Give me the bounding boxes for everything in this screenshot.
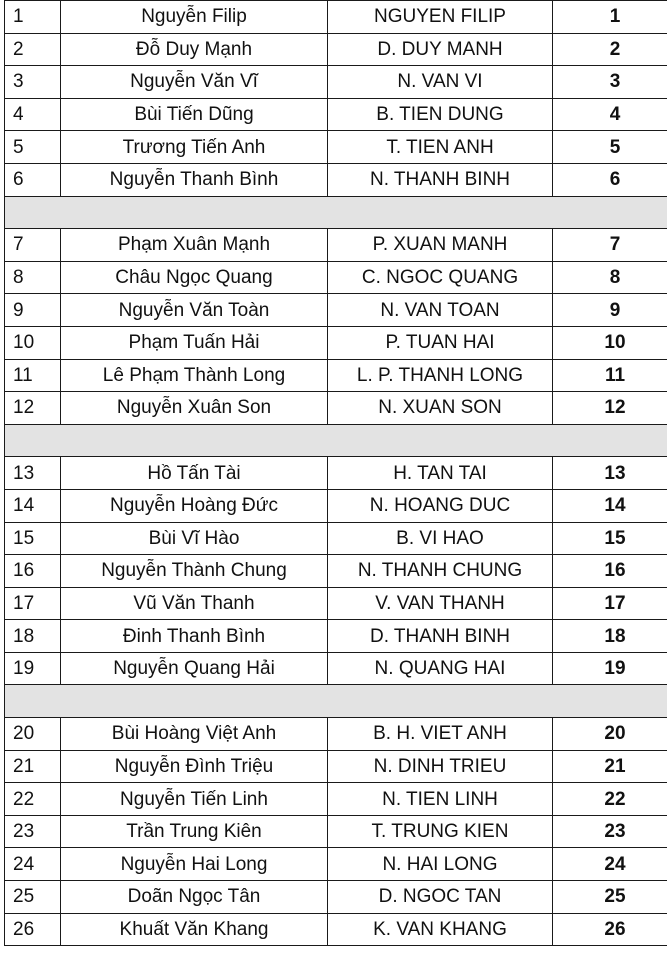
jersey-name-cell: P. XUAN MANH xyxy=(328,229,553,262)
player-name-cell: Nguyễn Tiến Linh xyxy=(61,783,328,816)
player-name-cell: Phạm Tuấn Hải xyxy=(61,326,328,359)
player-name-cell: Nguyễn Hoàng Đức xyxy=(61,489,328,522)
jersey-name-cell: N. HAI LONG xyxy=(328,848,553,881)
group-separator-row xyxy=(5,424,667,457)
jersey-number-cell: 6 xyxy=(553,163,667,196)
table-row xyxy=(5,913,667,946)
table-row xyxy=(5,294,667,327)
player-index-cell: 23 xyxy=(5,815,61,848)
jersey-number-cell: 26 xyxy=(553,913,667,946)
player-name-cell: Nguyễn Văn Vĩ xyxy=(61,66,328,99)
jersey-name-cell: N. XUAN SON xyxy=(328,392,553,425)
jersey-number-cell: 3 xyxy=(553,66,667,99)
jersey-name-cell: N. QUANG HAI xyxy=(328,652,553,685)
table-row xyxy=(5,1,667,34)
table-row xyxy=(5,229,667,262)
table-row xyxy=(5,326,667,359)
table-row xyxy=(5,131,667,164)
table-row xyxy=(5,359,667,392)
player-index-cell: 12 xyxy=(5,392,61,425)
table-row xyxy=(5,457,667,490)
player-name-cell: Vũ Văn Thanh xyxy=(61,587,328,620)
jersey-number-cell: 4 xyxy=(553,98,667,131)
player-name-cell: Nguyễn Xuân Son xyxy=(61,392,328,425)
player-index-cell: 26 xyxy=(5,913,61,946)
player-name-cell: Nguyễn Văn Toàn xyxy=(61,294,328,327)
table-row xyxy=(5,33,667,66)
player-index-cell: 8 xyxy=(5,261,61,294)
player-name-cell: Khuất Văn Khang xyxy=(61,913,328,946)
table-row xyxy=(5,783,667,816)
table-row xyxy=(5,522,667,555)
jersey-number-cell: 20 xyxy=(553,718,667,751)
jersey-number-cell: 2 xyxy=(553,33,667,66)
player-index-cell: 1 xyxy=(5,1,61,34)
jersey-name-cell: C. NGOC QUANG xyxy=(328,261,553,294)
player-name-cell: Nguyễn Hai Long xyxy=(61,848,328,881)
player-name-cell: Nguyễn Thành Chung xyxy=(61,555,328,588)
jersey-number-cell: 5 xyxy=(553,131,667,164)
player-name-cell: Nguyễn Thanh Bình xyxy=(61,163,328,196)
player-index-cell: 9 xyxy=(5,294,61,327)
jersey-number-cell: 18 xyxy=(553,620,667,653)
jersey-name-cell: N. VAN VI xyxy=(328,66,553,99)
group-separator-cell xyxy=(5,424,667,457)
jersey-number-cell: 12 xyxy=(553,392,667,425)
player-index-cell: 22 xyxy=(5,783,61,816)
roster-table xyxy=(4,0,667,946)
jersey-name-cell: N. THANH BINH xyxy=(328,163,553,196)
table-row xyxy=(5,392,667,425)
player-index-cell: 13 xyxy=(5,457,61,490)
player-index-cell: 3 xyxy=(5,66,61,99)
player-index-cell: 15 xyxy=(5,522,61,555)
jersey-number-cell: 10 xyxy=(553,326,667,359)
jersey-number-cell: 1 xyxy=(553,1,667,34)
player-name-cell: Lê Phạm Thành Long xyxy=(61,359,328,392)
player-index-cell: 21 xyxy=(5,750,61,783)
jersey-number-cell: 15 xyxy=(553,522,667,555)
jersey-number-cell: 16 xyxy=(553,555,667,588)
jersey-number-cell: 19 xyxy=(553,652,667,685)
table-row xyxy=(5,555,667,588)
group-separator-row xyxy=(5,196,667,229)
player-index-cell: 24 xyxy=(5,848,61,881)
jersey-number-cell: 13 xyxy=(553,457,667,490)
table-row xyxy=(5,718,667,751)
jersey-name-cell: H. TAN TAI xyxy=(328,457,553,490)
jersey-name-cell: D. THANH BINH xyxy=(328,620,553,653)
table-row xyxy=(5,652,667,685)
jersey-number-cell: 23 xyxy=(553,815,667,848)
group-separator-row xyxy=(5,685,667,718)
player-name-cell: Bùi Tiến Dũng xyxy=(61,98,328,131)
player-name-cell: Trương Tiến Anh xyxy=(61,131,328,164)
jersey-number-cell: 22 xyxy=(553,783,667,816)
player-index-cell: 25 xyxy=(5,881,61,914)
jersey-name-cell: N. DINH TRIEU xyxy=(328,750,553,783)
table-row xyxy=(5,848,667,881)
jersey-number-cell: 24 xyxy=(553,848,667,881)
jersey-name-cell: N. THANH CHUNG xyxy=(328,555,553,588)
table-row xyxy=(5,66,667,99)
jersey-number-cell: 11 xyxy=(553,359,667,392)
player-index-cell: 6 xyxy=(5,163,61,196)
player-name-cell: Đinh Thanh Bình xyxy=(61,620,328,653)
table-row xyxy=(5,750,667,783)
player-index-cell: 10 xyxy=(5,326,61,359)
jersey-name-cell: T. TRUNG KIEN xyxy=(328,815,553,848)
player-name-cell: Nguyễn Filip xyxy=(61,1,328,34)
jersey-name-cell: P. TUAN HAI xyxy=(328,326,553,359)
player-name-cell: Nguyễn Quang Hải xyxy=(61,652,328,685)
player-name-cell: Hồ Tấn Tài xyxy=(61,457,328,490)
jersey-name-cell: B. TIEN DUNG xyxy=(328,98,553,131)
jersey-name-cell: N. HOANG DUC xyxy=(328,489,553,522)
player-index-cell: 19 xyxy=(5,652,61,685)
jersey-name-cell: K. VAN KHANG xyxy=(328,913,553,946)
player-index-cell: 17 xyxy=(5,587,61,620)
player-index-cell: 7 xyxy=(5,229,61,262)
player-index-cell: 14 xyxy=(5,489,61,522)
jersey-name-cell: V. VAN THANH xyxy=(328,587,553,620)
table-row xyxy=(5,881,667,914)
player-index-cell: 20 xyxy=(5,718,61,751)
player-index-cell: 18 xyxy=(5,620,61,653)
jersey-number-cell: 8 xyxy=(553,261,667,294)
group-separator-cell xyxy=(5,685,667,718)
player-index-cell: 2 xyxy=(5,33,61,66)
player-index-cell: 16 xyxy=(5,555,61,588)
table-row xyxy=(5,620,667,653)
player-index-cell: 5 xyxy=(5,131,61,164)
player-index-cell: 11 xyxy=(5,359,61,392)
jersey-name-cell: T. TIEN ANH xyxy=(328,131,553,164)
jersey-name-cell: B. H. VIET ANH xyxy=(328,718,553,751)
jersey-number-cell: 7 xyxy=(553,229,667,262)
player-index-cell: 4 xyxy=(5,98,61,131)
player-name-cell: Châu Ngọc Quang xyxy=(61,261,328,294)
table-row xyxy=(5,587,667,620)
jersey-name-cell: NGUYEN FILIP xyxy=(328,1,553,34)
table-row xyxy=(5,489,667,522)
jersey-number-cell: 14 xyxy=(553,489,667,522)
jersey-number-cell: 9 xyxy=(553,294,667,327)
jersey-number-cell: 17 xyxy=(553,587,667,620)
jersey-name-cell: N. VAN TOAN xyxy=(328,294,553,327)
jersey-number-cell: 21 xyxy=(553,750,667,783)
jersey-name-cell: L. P. THANH LONG xyxy=(328,359,553,392)
jersey-number-cell: 25 xyxy=(553,881,667,914)
player-name-cell: Bùi Vĩ Hào xyxy=(61,522,328,555)
jersey-name-cell: D. NGOC TAN xyxy=(328,881,553,914)
player-name-cell: Bùi Hoàng Việt Anh xyxy=(61,718,328,751)
player-name-cell: Nguyễn Đình Triệu xyxy=(61,750,328,783)
table-row xyxy=(5,163,667,196)
jersey-name-cell: B. VI HAO xyxy=(328,522,553,555)
table-row xyxy=(5,98,667,131)
table-row xyxy=(5,261,667,294)
jersey-name-cell: D. DUY MANH xyxy=(328,33,553,66)
roster-body xyxy=(5,1,667,946)
player-name-cell: Đỗ Duy Mạnh xyxy=(61,33,328,66)
player-name-cell: Trần Trung Kiên xyxy=(61,815,328,848)
table-row xyxy=(5,815,667,848)
player-name-cell: Doãn Ngọc Tân xyxy=(61,881,328,914)
jersey-name-cell: N. TIEN LINH xyxy=(328,783,553,816)
group-separator-cell xyxy=(5,196,667,229)
player-name-cell: Phạm Xuân Mạnh xyxy=(61,229,328,262)
